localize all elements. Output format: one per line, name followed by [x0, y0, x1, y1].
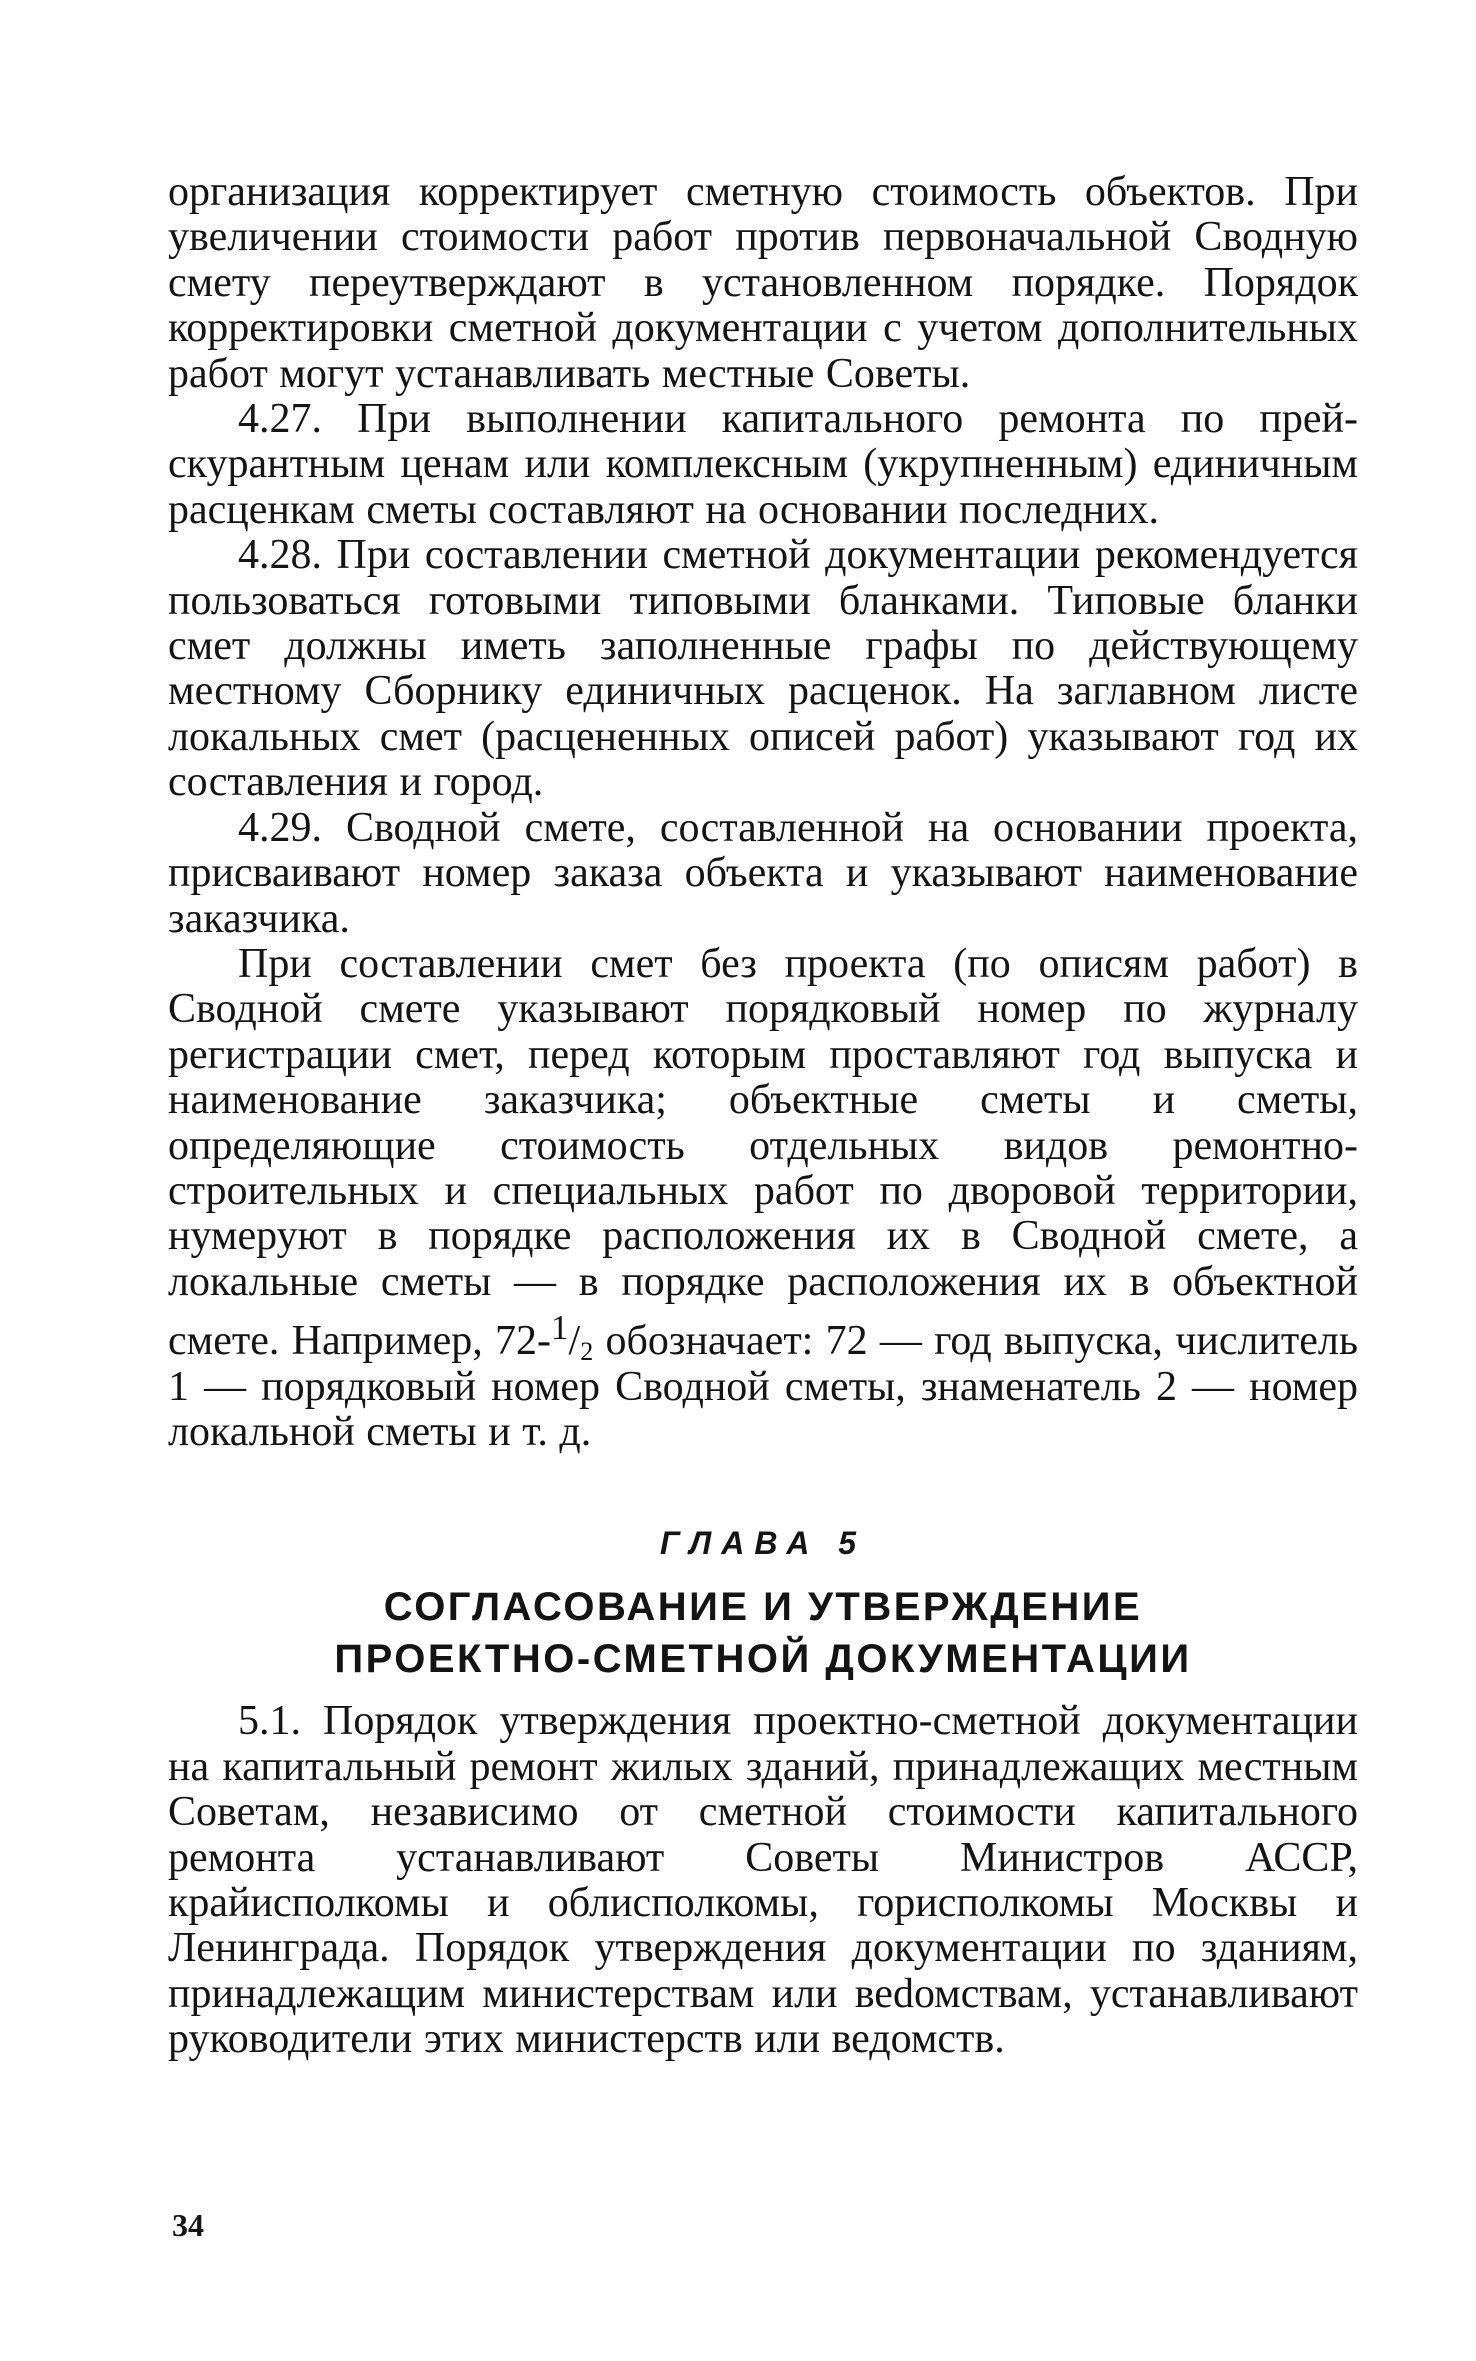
paragraph-5-1: 5.1. Порядок утверждения проектно-сметной документации на капитальный ремонт жилых зданий, принадлежащих местным Советам, независимо от сметной стоимости капитального ремонта устанавливают Советы Министров АССР, крайисполкомы и облисполкомы, горисполкомы Москвы и Ленинграда. Порядок утверждения документации по зданиям, принадлежащим министерствам или веdомствам, устанавливают руководители этих министерств или ведомств. [168, 1698, 1358, 2063]
chapter-label: ГЛАВА 5 [660, 1525, 866, 1562]
paragraph-4-27: 4.27. При выполнении капитального ремонта по прейскурантным ценам или комплексным (укрупненным) единичным расценкам сметы составляют на основании последних. [168, 396, 1358, 533]
numbering-rules-text: При составлении смет без проекта (по описям работ) в Сводной смете указывают порядковый номер по журналу регистрации смет, перед которым проставляют год выпуска и наименование заказчика; объектные сметы и сметы, определяющие стоимость отдельных видов ремонтно-строительных и специальных работ по дворовой территории, нумеруют в порядке расположения их в Сводной смете, а локальные сметы — в порядке расположения их в объектной смете. Например, [168, 940, 1358, 1365]
paragraph-continuation: организация корректирует сметную стоимость объектов. При увеличении стоимости работ против первоначальной Сводную смету переутверждают в установленном порядке. Порядок корректировки сметной документации с учетом дополнительных работ могут устанавливать местные Советы. [168, 169, 1358, 397]
chapter-title-line-2: ПРОЕКТНО-СМЕТНОЙ ДОКУМЕНТАЦИИ [334, 1637, 1192, 1682]
page-number: 34 [172, 2207, 204, 2243]
chapter-title-line-1: СОГЛАСОВАНИЕ И УТВЕРЖДЕНИЕ [383, 1585, 1143, 1630]
fraction-denominator: 2 [580, 1337, 594, 1367]
paragraph-4-29: 4.29. Сводной смете, составленной на основании проекта, присваивают номер заказа объекта и указывают наименование заказчика. [168, 804, 1358, 942]
paragraph-4-28: 4.28. При составлении сметной документации рекомендуется пользоваться готовыми типовыми бланками. Типовые бланки смет должны иметь заполненные графы по действующему местному Сборнику единичных расценок. На заглавном листе локальных смет (расцененных описей работ) указывают год их составления и город. [168, 532, 1358, 806]
fraction-slash: / [568, 1318, 581, 1365]
example-explanation: обозначает: 72 — год выпуска, числитель 1 — порядковый номер Сводной сметы, знаменатель 2 — номер локальной сметы и т. д. [168, 1318, 1359, 1455]
chapter-title [168, 1581, 1358, 1685]
document-page [168, 170, 1358, 2063]
paragraph-numbering-rules [168, 942, 1358, 1455]
example-number: 72- [495, 1318, 552, 1365]
fraction-numerator: 1 [551, 1308, 569, 1348]
